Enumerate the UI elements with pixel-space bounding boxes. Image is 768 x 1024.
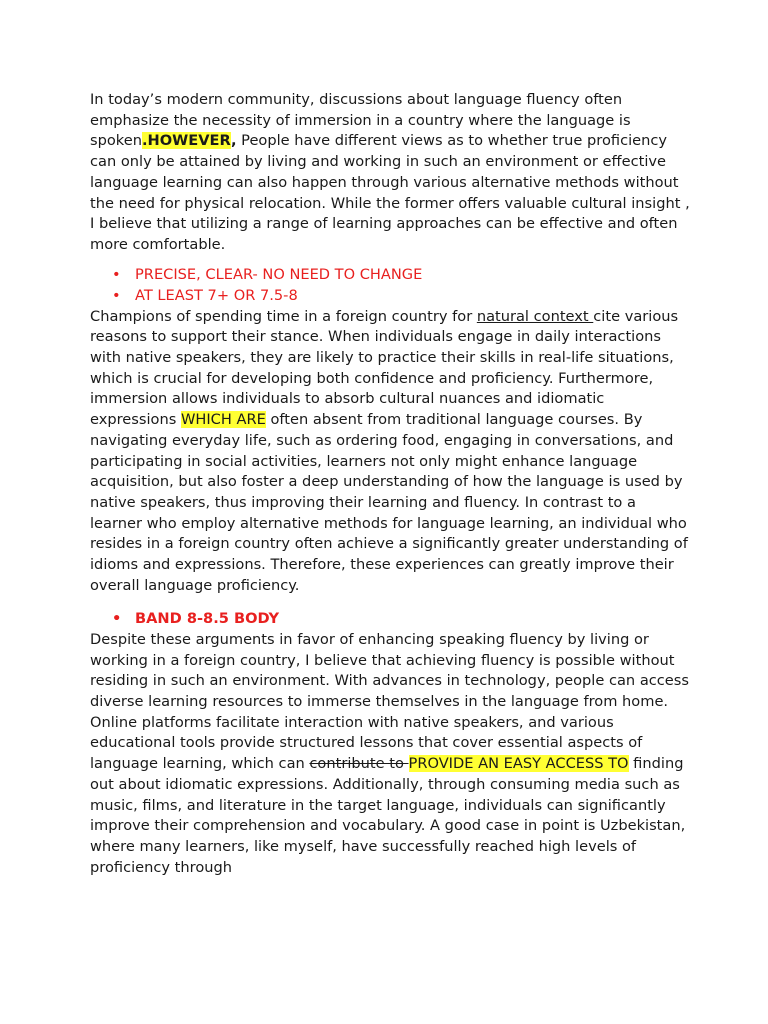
highlight-however: .HOWEVER	[141, 132, 231, 150]
intro-text-2: People have different views as to whether true proficiency can only be attained by living and working in such an environment or effective language learning can also happen through various alternative methods without the need for physical relocation. While the former offers valuable cultural insight , I believe that utilizing a range of learning approaches can be effective and often more comfortable.	[90, 132, 690, 253]
body1-text-2: cite various reasons to support their stance. When individuals engage in daily interactions with native speakers, they are likely to practice their skills in real-life situations, which is crucial for developing both confidence and proficiency. Furthermore, immersion allows individuals to absorb cultural nuances and idiomatic expressions	[90, 307, 679, 429]
intro-paragraph	[90, 90, 690, 256]
teacher-notes-body	[90, 608, 690, 630]
note-text: PRECISE, CLEAR- NO NEED TO CHANGE	[135, 265, 423, 283]
bullet-icon: •	[112, 265, 121, 283]
body1-text-3: often absent from traditional language courses. By navigating everyday life, such as ordering food, engaging in conversations, and participating in social activities, learners not only might enhance language acquisition, but also foster a deep understanding of how the language is used by native speakers, thus improving their learning and fluency. In contrast to a learner who employ alternative methods for language learning, an individual who resides in a foreign country often achieve a significantly greater understanding of idioms and expressions. Therefore, these experiences can greatly improve their overall language proficiency.	[90, 411, 688, 594]
note-item	[90, 608, 690, 630]
underlined-phrase: natural context	[476, 307, 594, 325]
intro-comma: ,	[230, 132, 237, 150]
intro-text-1: In today’s modern community, discussions about language fluency often emphasize the necessity of immersion in a country where the language is spoken	[90, 91, 631, 150]
bullet-icon: •	[112, 610, 122, 628]
bullet-icon: •	[112, 287, 121, 305]
body2-text-1: Despite these arguments in favor of enhancing speaking fluency by living or working in a foreign country, I believe that achieving fluency is possible without residing in such an environment. With advances in technology, people can access diverse learning resources to immerse themselves in the language from home. Online platforms facilitate interaction with native speakers, and various educational tools provide structured lessons that cover essential aspects of language learning, which can	[90, 630, 689, 773]
teacher-notes-intro	[90, 264, 690, 307]
body-paragraph-1	[90, 307, 690, 597]
note-text: BAND 8-8.5 BODY	[135, 610, 280, 628]
highlight-which-are: WHICH ARE	[180, 411, 266, 429]
note-item	[90, 264, 690, 286]
strikethrough-phrase: contribute to	[309, 755, 409, 773]
highlight-provide: PROVIDE AN EASY ACCESS TO	[408, 755, 629, 773]
note-text: AT LEAST 7+ OR 7.5-8	[135, 287, 298, 305]
body2-text-2: finding out about idiomatic expressions. Additionally, through consuming media such as music, films, and literature in the target language, individuals can significantly improve their comprehension and vocabulary. A good case in point is Uzbekistan, where many learners, like myself, have successfully reached high levels of proficiency through	[90, 755, 686, 876]
body-paragraph-2	[90, 630, 690, 878]
note-item	[90, 285, 690, 307]
body1-text-1: Champions of spending time in a foreign country for	[90, 307, 477, 325]
document-body	[90, 90, 690, 878]
